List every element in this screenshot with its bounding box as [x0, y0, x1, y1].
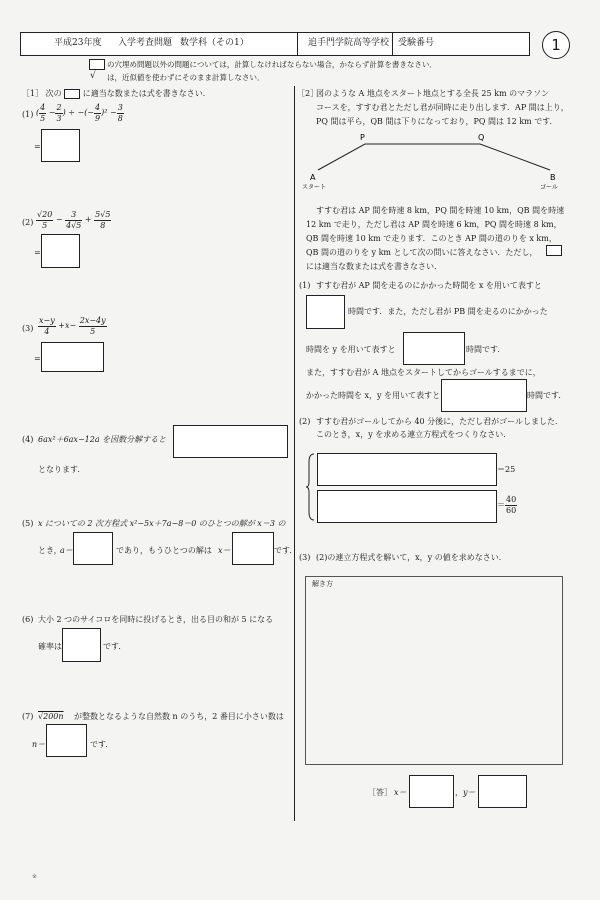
sqrt-symbol: √ [90, 71, 96, 81]
header-divider [297, 32, 298, 55]
s2q1-number: (1) [299, 281, 311, 290]
answer-label: ［答］ [368, 788, 392, 797]
exam-number-label: 受験番号 [398, 38, 435, 48]
s2q2-line-2: このとき，x，y を求める連立方程式をつくりなさい． [316, 430, 512, 439]
answer-x-box[interactable] [409, 775, 454, 808]
equation-1-box[interactable] [317, 453, 497, 486]
label-Q: Q [478, 133, 485, 142]
s2q2-line-1: すすむ君がゴールしてから 40 分後に，ただし君がゴールしました． [316, 417, 564, 426]
section2-intro-1: 図のような A 地点をスタート地点とする全長 25 km のマラソン [316, 89, 550, 98]
label-P: P [360, 133, 365, 142]
page-number: 1 [551, 36, 561, 54]
q5-a-answer-box[interactable] [73, 532, 113, 565]
q5-line-2b: であり，もうひとつの解は [116, 546, 212, 555]
footer-mark: ※ [32, 873, 38, 880]
q3-equals: = [34, 354, 41, 363]
instruction-line-1: の穴埋め問題以外の問題については，計算しなければならない場合，かならず計算を書きなさい． [107, 60, 437, 69]
work-area-label: 解き方 [312, 580, 333, 588]
q4-number: (4) [22, 435, 34, 444]
q1-expression: ( $\frac{4}{5}$ − $\frac{2}{3}$ ) ÷ −(− $\frac{4}{9}$ )² − $\frac{3}{8}$ [36, 103, 123, 123]
q1-equals: = [34, 142, 41, 151]
label-goal: ゴール [540, 184, 558, 191]
q6-line-1: 大小 2 つのサイコロを同時に投げるとき，出る目の和が 5 になる [38, 615, 274, 624]
q4-answer-box[interactable] [173, 425, 288, 458]
q6-tail: です． [103, 642, 127, 651]
q7-sqrt: √200n [38, 712, 64, 721]
q7-number: (7) [22, 712, 34, 721]
q5-line-2a: とき， [38, 546, 62, 555]
q2-answer-box[interactable] [41, 234, 80, 268]
q5-line-2c: です． [274, 546, 298, 555]
equation-2-box[interactable] [317, 490, 497, 523]
section2-intro-2: コースを，すすむ君とただし君が同時に走り出します．AP 間は上り， [316, 103, 569, 112]
q2-expression: $\frac{√20}{5}$ − $\frac{3}{4√5}$ + $\frac{5√5}{8}$ [37, 210, 111, 230]
q5-x-answer-box[interactable] [232, 532, 274, 565]
s2q1-line-3b: 時間です． [466, 345, 506, 354]
section2-para-5: には適当な数または式を書きなさい． [306, 262, 442, 271]
q3-expression: $\frac{x-y}{4}$ +x− $\frac{2x-4y}{5}$ [39, 316, 106, 336]
s2q1-answer-box-3[interactable] [441, 379, 527, 412]
q5-line-1: x についての 2 次方程式 x²−5x＋7a−8＝0 のひとつの解が x＝3 の [38, 519, 286, 528]
q3-number: (3) [22, 324, 34, 333]
answer-x-label: x＝ [394, 788, 407, 797]
blank-box-legend-2 [64, 89, 80, 99]
q5-a-label: a＝ [60, 546, 73, 555]
s2q1-answer-box-2[interactable] [403, 332, 465, 365]
column-divider [294, 86, 295, 821]
q6-line-2: 確率は [38, 642, 62, 651]
q3-answer-box[interactable] [41, 342, 104, 372]
header-subject: 数学科（その1） [180, 38, 249, 48]
q1-answer-box[interactable] [41, 129, 80, 162]
instruction-line-2: は，近似値を使わずにそのまま計算しなさい． [107, 73, 265, 82]
s2q1-line-5b: 時間です． [527, 391, 567, 400]
q4-text: 6ax²＋6ax−12a を因数分解すると [38, 435, 167, 444]
answer-y-label: y＝ [463, 788, 476, 797]
q2-number: (2) [22, 218, 34, 227]
q2-equals: = [34, 248, 41, 257]
section2-heading: ［2］ [297, 89, 319, 98]
section2-para-3: QB 間を時速 10 km で走ります．このとき AP 間の道のりを x km， [306, 234, 557, 243]
section2-para-1: すすむ君は AP 間を時速 8 km，PQ 間を時速 10 km，QB 間を時速 [316, 206, 565, 215]
s2q1-line-4: また，すすむ君が A 地点をスタートしてからゴールするまでに， [306, 368, 541, 377]
blank-box-legend [89, 59, 105, 70]
s2q1-line-3: 時間を y を用いて表すと [306, 345, 396, 354]
q7-answer-box[interactable] [46, 724, 87, 757]
s2q1-line-2: 時間です．また，ただし君が PB 間を走るのにかかった [348, 307, 548, 316]
header-divider-2 [392, 32, 393, 55]
section2-para-4: QB 間の道のりを y km として次の問いに答えなさい．ただし， [306, 248, 538, 257]
q4-tail: となります． [38, 465, 86, 474]
q5-number: (5) [22, 519, 34, 528]
q6-answer-box[interactable] [62, 628, 101, 662]
q7-tail: です． [90, 740, 114, 749]
q1-number: (1) [22, 110, 34, 119]
s2q2-number: (2) [299, 417, 311, 426]
s2q1-line-1: すすむ君が AP 間を走るのにかかった時間を x を用いて表すと [316, 281, 542, 290]
q5-x-label: x＝ [218, 546, 231, 555]
header-school: 追手門学院高等学校 [308, 38, 390, 48]
page-number-badge [542, 31, 570, 59]
course-line [318, 144, 550, 170]
q7-line-1: が整数となるような自然数 n のうち，2 番目に小さい数は [74, 712, 284, 721]
s2q1-answer-box-1[interactable] [306, 295, 345, 329]
answer-separator: ， [455, 788, 463, 797]
section2-intro-3: PQ 間は平ら，QB 間は下りになっており，PQ 間は 12 km です． [316, 117, 558, 126]
blank-box-legend-3 [546, 245, 562, 256]
q7-n-label: n＝ [32, 740, 46, 749]
s2q3-line-1: (2)の連立方程式を解いて，x，y の値を求めなさい． [316, 553, 507, 562]
label-B: B [550, 173, 556, 182]
label-start: スタート [302, 184, 327, 191]
work-area[interactable] [305, 576, 563, 765]
section1-heading: ［1］ 次の に適当な数または式を書きなさい． [22, 89, 211, 98]
course-diagram [300, 132, 570, 192]
s2q3-number: (3) [299, 553, 311, 562]
header-exam: 入学考査問題 [118, 38, 173, 48]
answer-y-box[interactable] [478, 775, 527, 808]
header-year: 平成23年度 [54, 38, 102, 48]
equation-1-rhs: ＝25 [497, 465, 516, 474]
q6-number: (6) [22, 615, 34, 624]
section2-para-2: 12 km で走り，ただし君は AP 間を時速 6 km，PQ 間を時速 8 km， [306, 220, 562, 229]
label-A: A [310, 173, 316, 182]
equation-2-rhs: ＝ $\frac{40}{60}$ [497, 495, 517, 515]
system-brace [306, 452, 316, 522]
s2q1-line-5: かかった時間を x，y を用いて表すと [306, 391, 441, 400]
